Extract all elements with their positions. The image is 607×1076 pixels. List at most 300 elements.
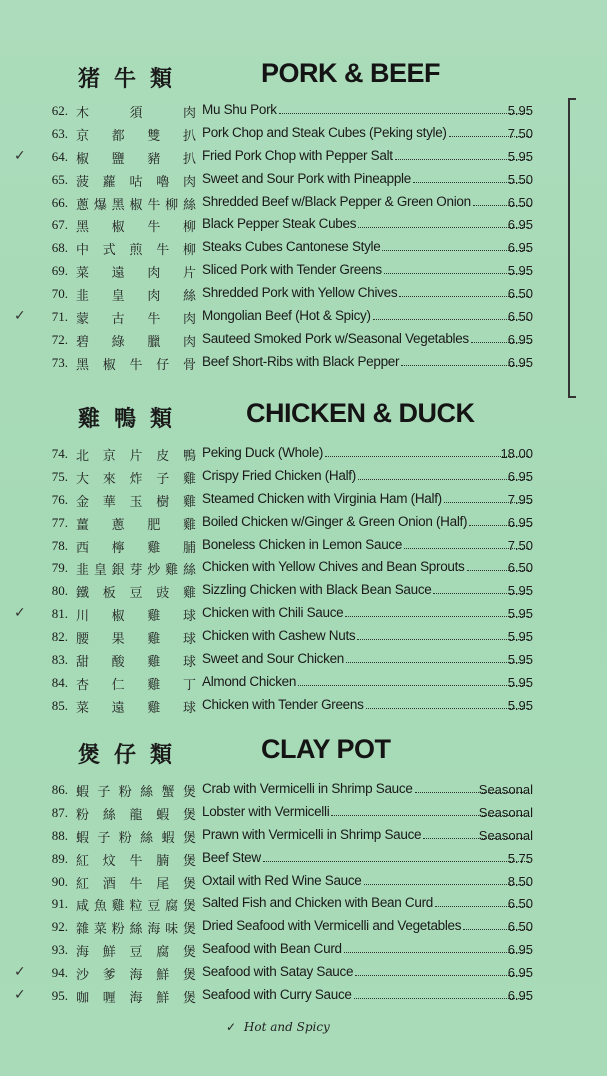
legend-label: Hot and Spicy [243, 1020, 330, 1034]
zh-char: 球 [182, 632, 196, 648]
item-name-container [202, 194, 533, 209]
item-number: 76. [51, 491, 68, 507]
item-name-container [202, 148, 531, 163]
zh-char: 蝦 [156, 807, 170, 823]
item-name: Beef Short-Ribs with Black Pepper [202, 353, 400, 369]
item-name-container [202, 239, 531, 254]
zh-char: 雙 [147, 128, 161, 144]
item-price: 5.95 [507, 148, 533, 164]
item-number: 77. [51, 514, 68, 530]
item-name-zh [76, 125, 196, 144]
check-mark-icon: ✓ [14, 605, 26, 622]
item-name: Sizzling Chicken with Black Bean Sauce [202, 582, 432, 598]
zh-char: 絲 [102, 807, 116, 823]
item-name: Mongolian Beef (Hot & Spicy) [202, 308, 371, 324]
zh-char: 金 [76, 494, 90, 510]
item-name-zh [76, 873, 196, 892]
item-name-container [202, 964, 531, 979]
item-price: 6.50 [507, 919, 533, 935]
zh-char: 嚕 [156, 174, 170, 190]
menu-item [0, 352, 607, 375]
zh-char: 遠 [111, 266, 125, 282]
zh-char: 板 [102, 586, 116, 602]
item-name-zh [76, 491, 196, 510]
zh-char: 球 [182, 609, 196, 625]
menu-item [0, 848, 607, 871]
menu-item [0, 871, 607, 894]
item-price: 5.50 [507, 171, 533, 187]
zh-char: 骨 [182, 357, 196, 373]
item-name-zh [76, 582, 196, 601]
item-number: 82. [51, 629, 68, 645]
section-title-en: PORK & BEEF [261, 58, 441, 88]
zh-char: 肉 [182, 334, 196, 350]
zh-char: 京 [76, 128, 90, 144]
item-name-container [202, 697, 531, 712]
zh-char: 鴨 [182, 449, 196, 464]
item-name: Oxtail with Red Wine Sauce [202, 872, 362, 888]
zh-char: 炆 [102, 853, 116, 869]
zh-char: 煲 [182, 853, 196, 869]
section-pork-beef [0, 58, 607, 375]
menu-item [0, 329, 607, 352]
menu-item-list [0, 779, 607, 1008]
item-number: 67. [51, 217, 68, 233]
item-name-container [202, 674, 531, 689]
dot-leader [366, 708, 529, 709]
zh-char: 絲 [129, 922, 143, 938]
zh-char: 豬 [147, 151, 161, 167]
zh-char: 沙 [76, 968, 90, 984]
check-mark-icon: ✓ [14, 147, 26, 164]
zh-char: 丁 [182, 677, 196, 693]
item-name: Shredded Beef w/Black Pepper & Green Onion [202, 193, 471, 209]
item-number: 92. [51, 919, 68, 935]
zh-char: 牛 [147, 312, 161, 328]
item-price: 5.75 [507, 850, 533, 866]
item-name-container [202, 285, 531, 300]
zh-char: 煲 [182, 899, 196, 915]
menu-item [0, 779, 607, 802]
item-name-zh [76, 239, 196, 258]
item-number: 90. [51, 873, 68, 889]
zh-char: 扒 [182, 128, 196, 144]
item-name-zh [76, 216, 196, 235]
zh-char: 雞 [111, 899, 125, 915]
item-number: 83. [51, 652, 68, 668]
zh-char: 絲 [182, 289, 196, 305]
zh-char: 牛 [147, 197, 161, 213]
menu-item [0, 306, 607, 329]
item-name: Sweet and Sour Chicken [202, 651, 344, 667]
zh-char: 海 [147, 922, 161, 938]
item-name: Seafood with Bean Curd [202, 941, 342, 957]
zh-char: 雞 [182, 471, 196, 487]
zh-char: 鹽 [111, 151, 125, 167]
item-number: 72. [51, 331, 68, 347]
menu-item [0, 603, 607, 626]
item-price: Seasonal [478, 804, 533, 820]
menu-item [0, 146, 607, 169]
menu-item [0, 962, 607, 985]
item-name-container [202, 216, 531, 231]
item-name: Fried Pork Chop with Pepper Salt [202, 147, 393, 163]
zh-char: 腰 [76, 632, 90, 648]
zh-char: 豆 [129, 945, 143, 961]
item-number: 78. [51, 537, 68, 553]
zh-char: 菜 [76, 266, 90, 282]
section-title-zh: 煲仔類 [78, 743, 187, 768]
zh-char: 川 [76, 609, 90, 625]
item-name-zh [76, 102, 196, 121]
section-header [0, 734, 607, 774]
check-mark-icon: ✓ [226, 1020, 237, 1034]
zh-char: 杏 [76, 677, 90, 693]
check-mark-icon: ✓ [14, 987, 26, 1004]
item-price: 5.95 [507, 652, 533, 668]
zh-char: 芽 [129, 563, 143, 579]
zh-char: 海 [129, 991, 143, 1007]
dot-leader [357, 639, 529, 640]
item-name-container [202, 895, 531, 910]
item-name-container [202, 628, 531, 643]
zh-char: 柳 [182, 220, 196, 236]
item-number: 88. [51, 827, 68, 843]
zh-char: 古 [111, 312, 125, 328]
menu-item [0, 489, 607, 512]
zh-char: 北 [76, 449, 90, 464]
item-name: Seafood with Curry Sauce [202, 987, 352, 1003]
zh-char: 子 [97, 830, 111, 846]
zh-char: 牛 [129, 357, 143, 373]
zh-char: 雜 [76, 922, 90, 938]
item-name: Prawn with Vermicelli in Shrimp Sauce [202, 826, 422, 842]
zh-char: 蝦 [76, 830, 90, 846]
check-mark-icon: ✓ [14, 964, 26, 981]
zh-char: 薑 [76, 517, 90, 533]
item-price: 6.50 [507, 309, 533, 325]
zh-char: 蔥 [111, 517, 125, 533]
item-number: 87. [51, 804, 68, 820]
zh-char: 西 [76, 540, 90, 556]
menu-item [0, 695, 607, 718]
zh-char: 粉 [118, 785, 132, 800]
item-name-container [202, 468, 531, 483]
zh-char: 咕 [129, 174, 143, 190]
zh-char: 綠 [111, 334, 125, 350]
zh-char: 煲 [182, 785, 196, 800]
zh-char: 椒 [111, 609, 125, 625]
item-number: 73. [51, 354, 68, 370]
item-name-zh [76, 171, 196, 190]
dot-leader [345, 616, 529, 617]
zh-char: 黑 [111, 197, 125, 213]
item-name-container [202, 850, 531, 865]
item-number: 93. [51, 942, 68, 958]
item-price: 18.00 [500, 446, 533, 461]
dot-leader [279, 113, 529, 114]
zh-char: 雞 [147, 632, 161, 648]
zh-char: 椒 [76, 151, 90, 167]
menu-item [0, 260, 607, 283]
dot-leader [346, 662, 529, 663]
item-name-zh [76, 850, 196, 869]
item-name-zh [76, 964, 196, 983]
menu-item [0, 466, 607, 489]
item-name-zh [76, 918, 196, 937]
item-name: Sweet and Sour Pork with Pineapple [202, 170, 411, 186]
item-price: 6.95 [507, 965, 533, 981]
item-name: Almond Chicken [202, 673, 297, 689]
item-name: Crab with Vermicelli in Shrimp Sauce [202, 781, 413, 796]
item-name-container [202, 582, 531, 597]
section-title-en: CLAY POT [261, 734, 391, 764]
zh-char: 牛 [129, 876, 143, 892]
zh-char: 牛 [147, 220, 161, 236]
dot-leader [373, 319, 529, 320]
zh-char: 子 [156, 471, 170, 487]
item-price: 6.95 [507, 354, 533, 370]
item-number: 71. [51, 309, 68, 325]
item-number: 74. [51, 446, 68, 461]
zh-char: 華 [102, 494, 116, 510]
zh-char: 韭 [76, 289, 90, 305]
dot-leader [358, 227, 529, 228]
zh-char: 粒 [129, 899, 143, 915]
item-name-zh [76, 285, 196, 304]
item-number: 80. [51, 583, 68, 599]
zh-char: 爹 [102, 968, 116, 984]
footer-legend [226, 1020, 330, 1034]
item-name-zh [76, 445, 196, 464]
item-number: 86. [51, 782, 68, 797]
item-price: 5.95 [507, 606, 533, 622]
item-name: Steaks Cubes Cantonese Style [202, 239, 381, 255]
zh-char: 尾 [156, 876, 170, 892]
item-price: 5.95 [507, 583, 533, 599]
item-price: 6.95 [507, 468, 533, 484]
section-header [0, 58, 607, 98]
zh-char: 來 [102, 471, 116, 487]
item-name: Lobster with Vermicelli [202, 803, 330, 819]
zh-char: 腐 [165, 899, 179, 915]
zh-char: 黑 [76, 357, 90, 373]
zh-char: 雞 [147, 655, 161, 671]
zh-char: 都 [111, 128, 125, 144]
zh-char: 蝦 [161, 830, 175, 846]
zh-char: 煲 [182, 807, 196, 823]
zh-char: 球 [182, 700, 196, 716]
item-name: Peking Duck (Whole) [202, 445, 324, 460]
zh-char: 喱 [102, 991, 116, 1007]
item-name: Steamed Chicken with Virginia Ham (Half) [202, 490, 442, 506]
zh-char: 炸 [129, 471, 143, 487]
dot-leader [298, 685, 529, 686]
zh-char: 絲 [182, 563, 196, 579]
item-name-zh [76, 468, 196, 487]
zh-char: 腐 [156, 945, 170, 961]
zh-char: 雞 [147, 540, 161, 556]
menu-item [0, 283, 607, 306]
menu-item [0, 626, 607, 649]
menu-item [0, 214, 607, 237]
item-price: Seasonal [478, 782, 533, 797]
item-price: 6.95 [507, 331, 533, 347]
zh-char: 子 [97, 785, 111, 800]
item-name: Seafood with Satay Sauce [202, 964, 354, 980]
dot-leader [354, 998, 529, 999]
dot-leader [358, 479, 529, 480]
item-name-zh [76, 941, 196, 960]
item-price: 6.95 [507, 240, 533, 256]
zh-char: 煲 [182, 991, 196, 1007]
item-name-zh [76, 987, 196, 1006]
zh-char: 須 [129, 106, 143, 121]
zh-char: 腩 [156, 853, 170, 869]
item-name: Chicken with Chili Sauce [202, 605, 344, 621]
zh-char: 雞 [182, 517, 196, 533]
menu-item [0, 535, 607, 558]
menu-item [0, 580, 607, 603]
zh-char: 仁 [111, 677, 125, 693]
item-name: Black Pepper Steak Cubes [202, 216, 357, 232]
zh-char: 龍 [129, 807, 143, 823]
zh-char: 魚 [93, 899, 107, 915]
menu-item [0, 939, 607, 962]
item-name-zh [76, 537, 196, 556]
item-number: 85. [51, 697, 68, 713]
zh-char: 遠 [111, 700, 125, 716]
zh-char: 雞 [147, 677, 161, 693]
zh-char: 銀 [111, 563, 125, 579]
zh-char: 菠 [76, 174, 90, 190]
zh-char: 肉 [182, 174, 196, 190]
zh-char: 玉 [129, 494, 143, 510]
item-price: 8.50 [507, 873, 533, 889]
zh-char: 雞 [147, 609, 161, 625]
item-price: 6.95 [507, 514, 533, 530]
zh-char: 肉 [147, 289, 161, 305]
zh-char: 味 [165, 922, 179, 938]
zh-char: 粉 [118, 830, 132, 846]
item-name-container [202, 102, 531, 117]
item-name-zh [76, 804, 196, 823]
menu-item [0, 237, 607, 260]
item-name: Mu Shu Pork [202, 102, 277, 117]
zh-char: 椒 [129, 197, 143, 213]
item-name: Boiled Chicken w/Ginger & Green Onion (Half) [202, 513, 468, 529]
zh-char: 咸 [76, 899, 90, 915]
item-name-container [202, 537, 531, 552]
item-price: 6.95 [507, 942, 533, 958]
item-name: Shredded Pork with Yellow Chives [202, 285, 398, 301]
zh-char: 絲 [140, 785, 154, 800]
item-name-container [202, 514, 533, 529]
item-price: Seasonal [478, 827, 533, 843]
item-name: Salted Fish and Chicken with Bean Curd [202, 895, 433, 911]
zh-char: 豆 [147, 899, 161, 915]
zh-char: 爆 [93, 197, 107, 213]
item-number: 91. [51, 896, 68, 912]
zh-char: 臘 [147, 334, 161, 350]
section-chicken-duck [0, 398, 607, 718]
menu-item [0, 100, 607, 123]
zh-char: 果 [111, 632, 125, 648]
item-number: 89. [51, 850, 68, 866]
item-name-container [202, 331, 533, 346]
item-price: 7.50 [507, 537, 533, 553]
menu-item [0, 893, 607, 916]
zh-char: 式 [102, 243, 116, 259]
item-name-zh [76, 628, 196, 647]
item-number: 65. [51, 171, 68, 187]
zh-char: 鮮 [156, 968, 170, 984]
menu-item [0, 557, 607, 580]
item-name-zh [76, 354, 196, 373]
item-name-container [202, 445, 531, 460]
zh-char: 皮 [156, 449, 170, 464]
item-number: 84. [51, 674, 68, 690]
item-number: 81. [51, 606, 68, 622]
item-name-container [202, 941, 531, 956]
zh-char: 肉 [147, 266, 161, 282]
menu-item-list [0, 100, 607, 375]
item-price: 6.50 [507, 194, 533, 210]
item-name-container [202, 873, 531, 888]
item-name-container [202, 262, 531, 277]
item-name: Chicken with Tender Greens [202, 696, 364, 712]
item-price: 5.95 [507, 674, 533, 690]
item-price: 6.95 [507, 988, 533, 1004]
zh-char: 海 [129, 968, 143, 984]
zh-char: 煲 [182, 968, 196, 984]
item-name: Chicken with Yellow Chives and Bean Sprouts [202, 559, 465, 575]
zh-char: 煲 [182, 922, 196, 938]
menu-item [0, 443, 607, 466]
zh-char: 粉 [76, 807, 90, 823]
section-clay-pot [0, 734, 607, 1008]
zh-char: 肥 [147, 517, 161, 533]
item-name-zh [76, 148, 196, 167]
item-name-zh [76, 827, 196, 846]
item-name: Beef Stew [202, 849, 261, 865]
item-price: 5.95 [507, 103, 533, 118]
zh-char: 粉 [111, 922, 125, 938]
zh-char: 蟹 [161, 785, 175, 800]
zh-char: 牛 [156, 243, 170, 259]
zh-char: 仔 [156, 357, 170, 373]
zh-char: 脯 [182, 540, 196, 556]
zh-char: 椒 [111, 220, 125, 236]
item-number: 79. [51, 560, 68, 576]
zh-char: 雞 [165, 563, 179, 579]
item-number: 70. [51, 286, 68, 302]
zh-char: 椒 [102, 357, 116, 373]
item-name-zh [76, 559, 196, 578]
item-name-container [202, 987, 531, 1002]
zh-char: 中 [76, 243, 90, 259]
zh-char: 碧 [76, 334, 90, 350]
menu-item [0, 512, 607, 535]
zh-char: 黑 [76, 220, 90, 236]
zh-char: 蒙 [76, 312, 90, 328]
item-name-container [202, 559, 533, 574]
item-name-zh [76, 651, 196, 670]
zh-char: 皇 [93, 563, 107, 579]
item-name-zh [76, 262, 196, 281]
zh-char: 酸 [111, 655, 125, 671]
zh-char: 鮮 [102, 945, 116, 961]
